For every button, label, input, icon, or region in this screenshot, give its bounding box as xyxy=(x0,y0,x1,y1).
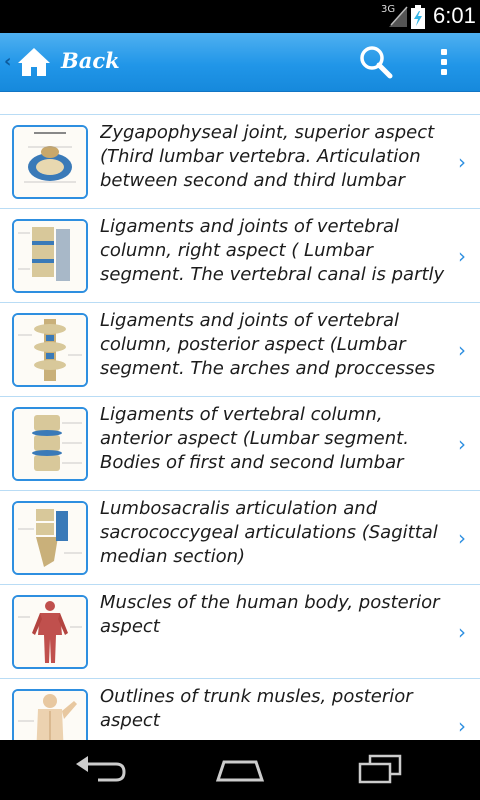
muscles-posterior-thumbnail xyxy=(12,595,88,669)
vertebra-superior-thumbnail xyxy=(12,125,88,199)
battery-charging-icon xyxy=(411,5,425,29)
list-item-label: Muscles of the human body, posterior aspect xyxy=(100,592,440,637)
home-nav-icon[interactable] xyxy=(212,754,268,786)
search-icon[interactable] xyxy=(358,44,394,80)
signal-icon xyxy=(388,6,408,28)
lumbar-posterior-thumbnail xyxy=(12,313,88,387)
action-bar xyxy=(0,33,480,92)
list-item[interactable] xyxy=(0,114,480,208)
recents-nav-icon[interactable] xyxy=(356,754,404,786)
list-item-label: Outlines of trunk musles, posterior aspect xyxy=(100,686,413,731)
chevron-right-icon: › xyxy=(458,620,466,644)
up-chevron-icon[interactable]: ‹ xyxy=(4,51,12,72)
sacrum-sagittal-thumbnail xyxy=(12,501,88,575)
lumbar-lateral-thumbnail xyxy=(12,219,88,293)
lumbar-anterior-thumbnail xyxy=(12,407,88,481)
chevron-right-icon: › xyxy=(458,338,466,362)
list-item[interactable] xyxy=(0,396,480,490)
back-button-label[interactable]: Back xyxy=(61,48,120,73)
status-bar xyxy=(0,0,480,33)
overflow-menu-icon[interactable] xyxy=(432,46,456,80)
clock: 6:01 xyxy=(433,3,476,28)
trunk-outline-thumbnail xyxy=(12,689,88,740)
list-item-label: Lumbosacralis articulation and sacrococcygeal articulations (Sagittal median section) xyxy=(100,498,438,567)
list-item[interactable] xyxy=(0,490,480,584)
chevron-right-icon: › xyxy=(458,244,466,268)
list-item-partial[interactable] xyxy=(0,92,480,102)
home-icon[interactable] xyxy=(17,46,51,78)
list-item-label: Zygapophyseal joint, superior aspect (Third lumbar vertebra. Articulation between second and third lumbar xyxy=(100,122,435,191)
list-item-label: Ligaments and joints of vertebral column, posterior aspect (Lumbar segment. The arches and proccesses xyxy=(100,310,436,379)
chevron-right-icon: › xyxy=(458,432,466,456)
list-item[interactable] xyxy=(0,584,480,678)
chevron-right-icon: › xyxy=(458,150,466,174)
chevron-right-icon: › xyxy=(458,526,466,550)
list-item[interactable] xyxy=(0,208,480,302)
navigation-bar xyxy=(0,740,480,800)
network-type: 3G xyxy=(381,4,396,15)
list-item-label: Ligaments and joints of vertebral column, right aspect ( Lumbar segment. The vertebral canal is partly xyxy=(100,216,445,285)
article-list[interactable] xyxy=(0,92,480,740)
list-item[interactable] xyxy=(0,678,480,740)
chevron-right-icon: › xyxy=(458,714,466,738)
back-nav-icon[interactable] xyxy=(72,754,128,786)
list-item[interactable] xyxy=(0,302,480,396)
list-item-label: Ligaments of vertebral column, anterior aspect (Lumbar segment. Bodies of first and second lumbar xyxy=(100,404,409,473)
